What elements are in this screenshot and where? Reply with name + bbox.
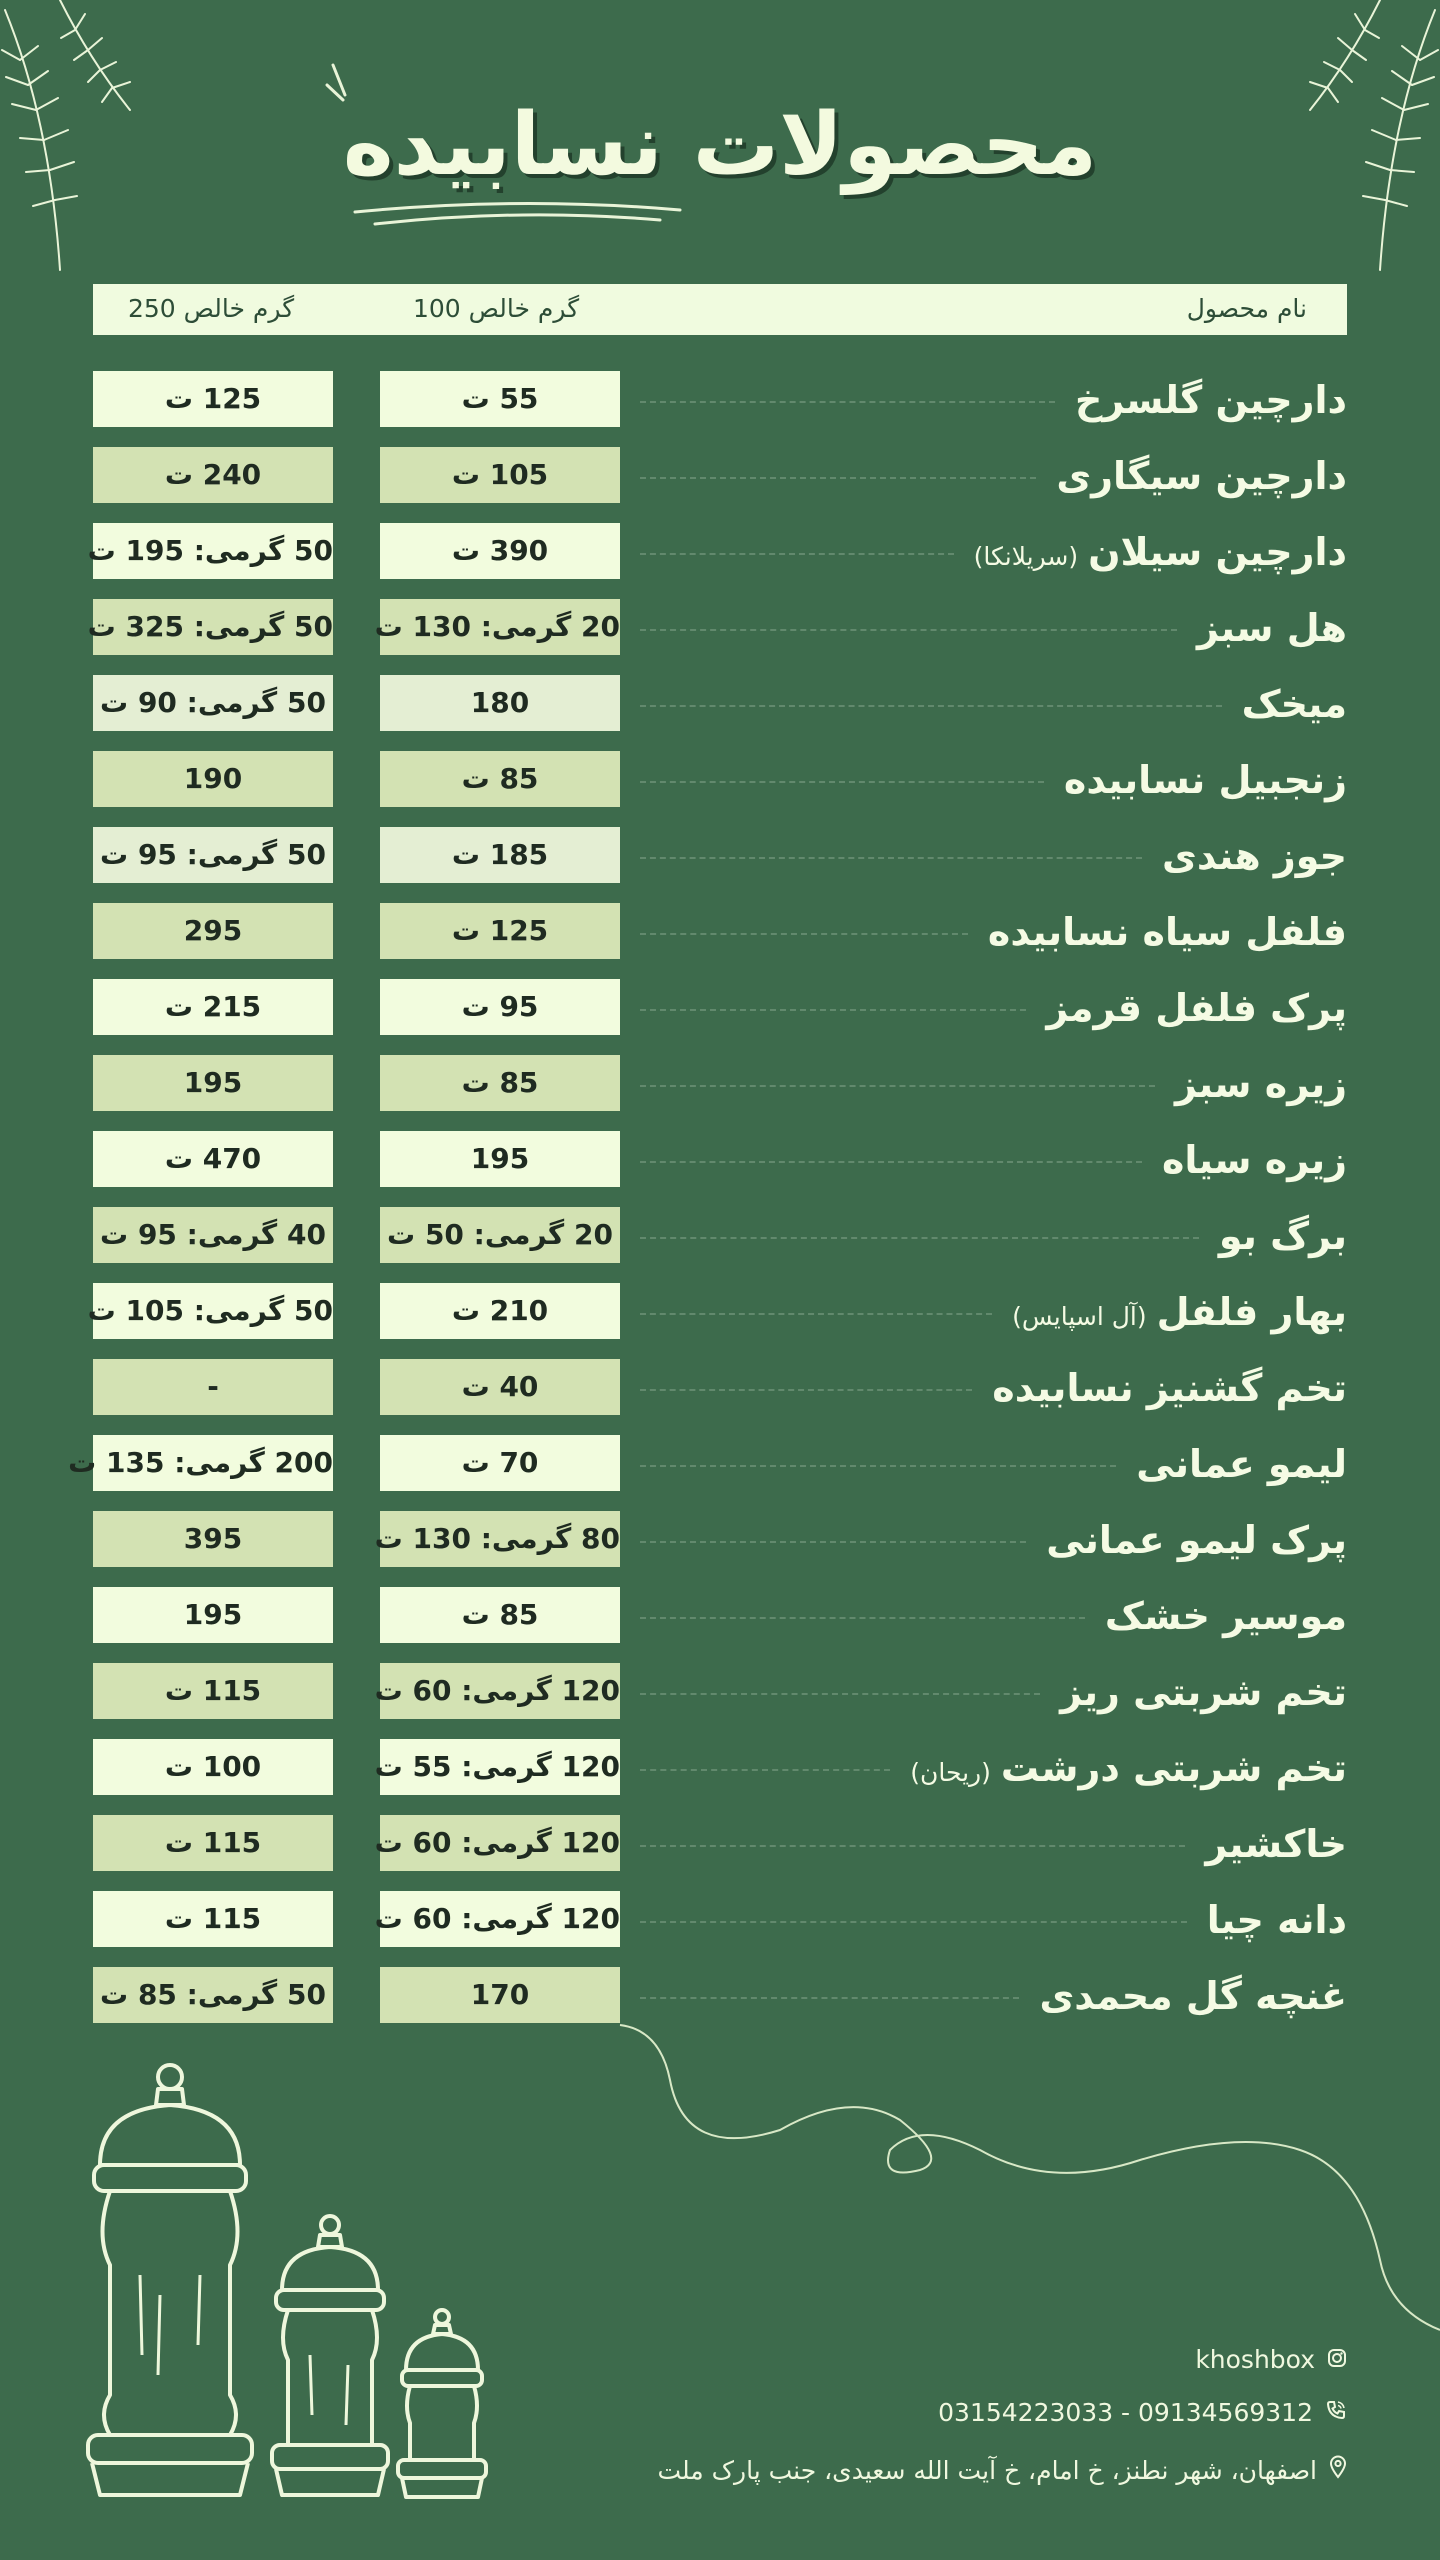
price-250g-cell: 115 ت (93, 1891, 333, 1947)
product-name-text: دارچین سیلان (1088, 530, 1347, 574)
product-name-text: جوز هندی (1162, 834, 1347, 878)
price-100g-cell: 390 ت (380, 523, 620, 579)
price-row (0, 523, 1440, 581)
leader-dashes (640, 705, 1222, 707)
price-250g-cell: 395 (93, 1511, 333, 1567)
price-250g-cell: 50 گرمی: 325 ت (93, 599, 333, 655)
price-row (0, 1739, 1440, 1797)
leader-dashes (640, 1769, 890, 1771)
price-100g-cell: 20 گرمی: 50 ت (380, 1207, 620, 1263)
product-name (988, 903, 1347, 961)
leader-dashes (640, 1465, 1116, 1467)
price-250g-cell: 240 ت (93, 447, 333, 503)
price-250g-cell: 50 گرمی: 195 ت (93, 523, 333, 579)
product-name (1064, 751, 1347, 809)
price-row (0, 599, 1440, 657)
price-250g-cell: 50 گرمی: 85 ت (93, 1967, 333, 2023)
price-250g-cell: - (93, 1359, 333, 1415)
price-100g-cell: 120 گرمی: 60 ت (380, 1891, 620, 1947)
product-name-text: برگ بو (1218, 1214, 1347, 1258)
phone-numbers: 09134569312 - 03154223033 (938, 2398, 1313, 2427)
product-name-text: هل سبز (1196, 606, 1347, 650)
leader-dashes (640, 933, 968, 935)
product-name (1012, 1283, 1347, 1341)
product-name-text: غنچه گل محمدی (1039, 1974, 1347, 2018)
price-row (0, 1207, 1440, 1265)
leader-dashes (640, 1541, 1026, 1543)
product-name-text: دانه چیا (1206, 1898, 1347, 1942)
product-name (1219, 1207, 1347, 1265)
price-100g-cell: 195 (380, 1131, 620, 1187)
product-name (1105, 1587, 1347, 1645)
header-250g: 250 گرم خالص (128, 294, 295, 323)
product-name (1060, 1663, 1347, 1721)
price-100g-cell: 85 ت (380, 1587, 620, 1643)
price-100g-cell: 120 گرمی: 60 ت (380, 1663, 620, 1719)
product-name (1242, 675, 1347, 733)
address-text: اصفهان، شهر نطنز، خ امام، خ آیت الله سعیدی، جنب پارک ملت (657, 2456, 1317, 2485)
product-name-text: دارچین گلسرخ (1074, 378, 1347, 422)
leader-dashes (640, 1085, 1155, 1087)
leader-dashes (640, 1693, 1040, 1695)
leader-dashes (640, 1997, 1019, 1999)
price-row (0, 1055, 1440, 1113)
product-name-text: زیره سیاه (1161, 1138, 1347, 1182)
header-100g: 100 گرم خالص (413, 294, 580, 323)
location-pin-icon (1329, 2455, 1347, 2485)
leader-dashes (640, 1617, 1085, 1619)
leader-dashes (640, 1845, 1185, 1847)
product-name-text: زنجبیل نسابیده (1063, 758, 1347, 802)
price-250g-cell: 50 گرمی: 90 ت (93, 675, 333, 731)
leader-dashes (640, 553, 954, 555)
price-row (0, 1663, 1440, 1721)
product-note: (سریلانکا) (973, 542, 1079, 571)
product-name-text: پرک فلفل قرمز (1046, 986, 1347, 1030)
price-100g-cell: 40 ت (380, 1359, 620, 1415)
leader-dashes (640, 629, 1177, 631)
price-250g-cell: 115 ت (93, 1663, 333, 1719)
price-row (0, 979, 1440, 1037)
leader-dashes (640, 857, 1142, 859)
product-note: (ریحان) (910, 1758, 991, 1787)
price-row (0, 751, 1440, 809)
product-name-text: زیره سبز (1175, 1062, 1347, 1106)
product-note: (آل اسپایس) (1012, 1302, 1147, 1331)
price-100g-cell: 80 گرمی: 130 ت (380, 1511, 620, 1567)
leader-dashes (640, 781, 1044, 783)
price-row (0, 827, 1440, 885)
price-250g-cell: 215 ت (93, 979, 333, 1035)
price-250g-cell: 295 (93, 903, 333, 959)
price-100g-cell: 185 ت (380, 827, 620, 883)
thread-curve-decoration (600, 2010, 1440, 2340)
price-250g-cell: 125 ت (93, 371, 333, 427)
contact-instagram[interactable] (1195, 2345, 1347, 2374)
price-row (0, 447, 1440, 505)
price-250g-cell: 40 گرمی: 95 ت (93, 1207, 333, 1263)
leader-dashes (640, 1389, 972, 1391)
product-name (1075, 371, 1347, 429)
title-underline-swash (350, 200, 690, 230)
price-100g-cell: 85 ت (380, 751, 620, 807)
product-name-text: بهار فلفل (1156, 1290, 1347, 1334)
contact-phones[interactable] (938, 2398, 1347, 2427)
price-row (0, 1815, 1440, 1873)
price-250g-cell: 470 ت (93, 1131, 333, 1187)
price-250g-cell: 200 گرمی: 135 ت (93, 1435, 333, 1491)
leader-dashes (640, 1313, 992, 1315)
price-100g-cell: 125 ت (380, 903, 620, 959)
product-name (992, 1359, 1347, 1417)
price-100g-cell: 170 (380, 1967, 620, 2023)
leader-dashes (640, 477, 1036, 479)
product-name-text: لیمو عمانی (1136, 1442, 1347, 1486)
product-name-text: موسیر خشک (1104, 1594, 1347, 1638)
price-250g-cell: 190 (93, 751, 333, 807)
price-100g-cell: 85 ت (380, 1055, 620, 1111)
product-name (1205, 1815, 1347, 1873)
instagram-handle: khoshbox (1195, 2345, 1315, 2374)
price-250g-cell: 50 گرمی: 95 ت (93, 827, 333, 883)
product-name-text: پرک لیمو عمانی (1046, 1518, 1347, 1562)
price-100g-cell: 20 گرمی: 130 ت (380, 599, 620, 655)
price-100g-cell: 95 ت (380, 979, 620, 1035)
product-name-text: میخک (1241, 682, 1347, 726)
product-name (910, 1739, 1347, 1797)
price-row (0, 1283, 1440, 1341)
product-name (1046, 1511, 1347, 1569)
price-100g-cell: 180 (380, 675, 620, 731)
product-name-text: دارچین سیگاری (1056, 454, 1347, 498)
price-100g-cell: 210 ت (380, 1283, 620, 1339)
page-title: محصولات نسابیده (342, 95, 1098, 195)
price-250g-cell: 100 ت (93, 1739, 333, 1795)
product-name (974, 523, 1347, 581)
price-100g-cell: 105 ت (380, 447, 620, 503)
price-100g-cell: 55 ت (380, 371, 620, 427)
price-row (0, 675, 1440, 733)
instagram-icon (1327, 2345, 1347, 2374)
product-name (1056, 447, 1347, 505)
price-250g-cell: 195 (93, 1055, 333, 1111)
leader-dashes (640, 1161, 1142, 1163)
product-name-text: خاکشیر (1205, 1822, 1347, 1866)
product-name-text: تخم گشنیز نسابیده (992, 1366, 1347, 1410)
price-100g-cell: 120 گرمی: 60 ت (380, 1815, 620, 1871)
phone-icon (1325, 2398, 1347, 2427)
price-100g-cell: 70 ت (380, 1435, 620, 1491)
product-name (1175, 1055, 1347, 1113)
product-name-text: فلفل سیاه نسابیده (987, 910, 1347, 954)
product-name-text: تخم شربتی درشت (1000, 1746, 1347, 1790)
table-header (93, 284, 1347, 335)
price-row (0, 1891, 1440, 1949)
product-name (1046, 979, 1347, 1037)
price-row (0, 371, 1440, 429)
leader-dashes (640, 401, 1055, 403)
product-name (1136, 1435, 1347, 1493)
price-row (0, 1359, 1440, 1417)
price-250g-cell: 50 گرمی: 105 ت (93, 1283, 333, 1339)
product-name (1162, 1131, 1347, 1189)
leader-dashes (640, 1009, 1026, 1011)
product-name (1207, 1891, 1347, 1949)
product-name (1197, 599, 1347, 657)
pepper-mills-illustration (70, 2055, 500, 2515)
price-250g-cell: 195 (93, 1587, 333, 1643)
header-product-name: نام محصول (1186, 294, 1307, 323)
price-row (0, 903, 1440, 961)
leader-dashes (640, 1921, 1187, 1923)
price-row (0, 1131, 1440, 1189)
product-name-text: تخم شربتی ریز (1060, 1670, 1347, 1714)
price-row (0, 1511, 1440, 1569)
contact-address (657, 2455, 1347, 2485)
price-250g-cell: 115 ت (93, 1815, 333, 1871)
leader-dashes (640, 1237, 1199, 1239)
price-100g-cell: 120 گرمی: 55 ت (380, 1739, 620, 1795)
price-row (0, 1435, 1440, 1493)
product-name (1162, 827, 1347, 885)
price-row (0, 1587, 1440, 1645)
